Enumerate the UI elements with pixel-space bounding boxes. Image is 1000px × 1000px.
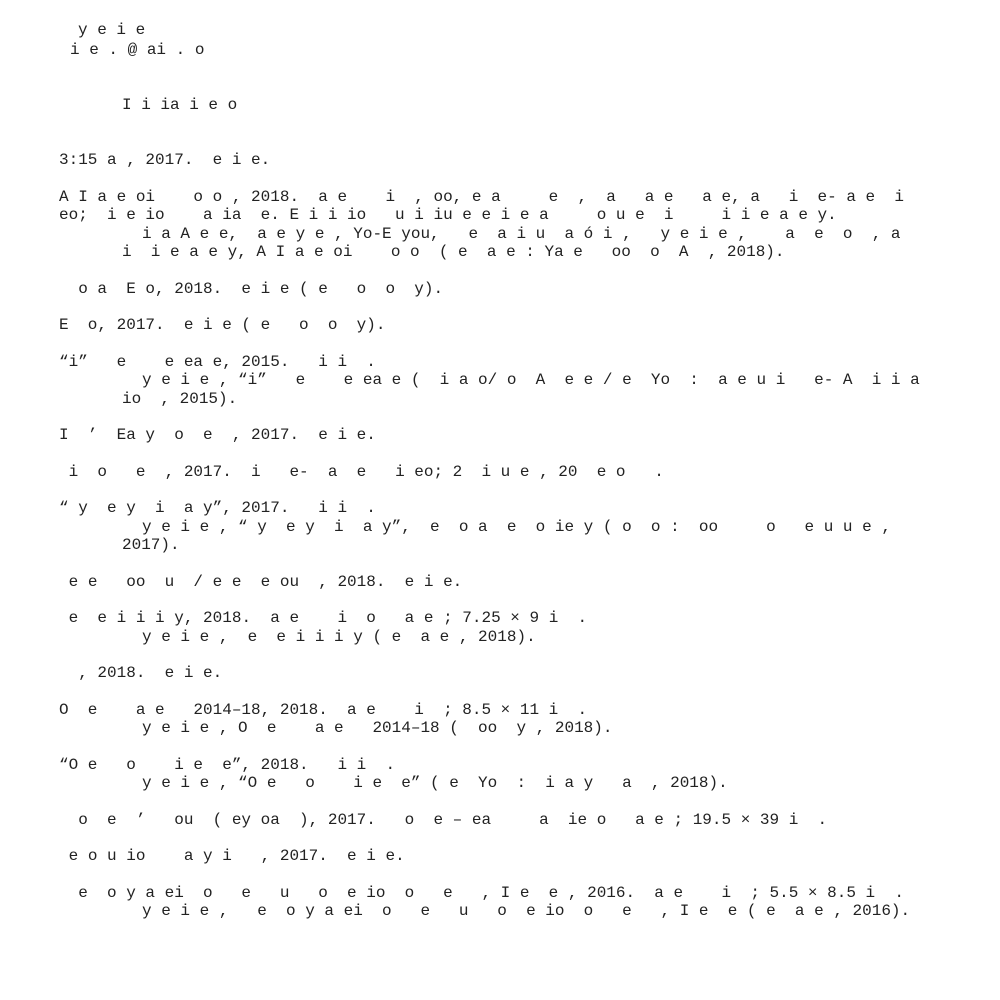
entry-note: i a A e e, a e y e , Yo-E you, e a i u a ó i , y e i e , a e o , a i i e a e y, A I a e oi o o ( e a e : Ya e oo o A , 2018).	[122, 224, 949, 261]
list-item	[59, 811, 939, 830]
entry-main: I ’ Ea y o e , 2017. e i e.	[59, 426, 376, 444]
entry-main: E o, 2017. e i e ( e o o y).	[59, 316, 386, 334]
entry-main: O e a e 2014–18, 2018. a e i ; 8.5 × 11 i .	[59, 700, 588, 719]
entry-note: y e i e , e e i i i y ( e a e , 2018).	[142, 627, 536, 646]
entry-main: o a E o, 2018. e i e ( e o o y).	[59, 279, 444, 298]
entry-main: “O e o i e e”, 2018. i i .	[59, 755, 396, 774]
author-name: y e i e	[78, 21, 146, 39]
entry-main: “i” e e ea e, 2015. i i .	[59, 352, 376, 371]
list-item	[59, 316, 939, 335]
list-item	[59, 664, 939, 683]
entry-main: , 2018. e i e.	[59, 664, 223, 682]
list-item	[59, 187, 949, 262]
entry-main: A I a e oi o o , 2018. a e i , oo, e a e , a a e a e, a i e- a e i eo; i e io a ia e. E i i io u i iu e e i e a o u e i i i e a e y.	[59, 187, 914, 224]
list-item	[59, 609, 939, 646]
entry-note: y e i e , e o y a ei o e u o e io o e , I e e ( e a e , 2016).	[142, 902, 911, 920]
list-item	[59, 463, 939, 482]
list-item	[59, 426, 939, 445]
list-item	[59, 499, 939, 555]
list-item	[59, 151, 939, 170]
entry-note: y e i e , “i” e e ea e ( i a o/ o A e e / e Yo : a e u i e- A i i a io , 2015).	[122, 371, 930, 408]
list-item	[59, 573, 939, 592]
entry-note: y e i e , “O e o i e e” ( e Yo : i a y a , 2018).	[142, 774, 728, 792]
entry-main: “ y e y i a y”, 2017. i i .	[59, 499, 376, 517]
entry-list	[59, 151, 949, 939]
entry-note: y e i e , “ y e y i a y”, e o a e o ie y ( o o : oo o e u u e , 2017).	[122, 517, 901, 554]
entry-main: e e oo u / e e e ou , 2018. e i e.	[59, 572, 463, 591]
section-title: I i ia i e o	[122, 96, 238, 114]
list-item	[59, 701, 939, 738]
entry-main: e o y a ei o e u o e io o e , I e e , 2016. a e i ; 5.5 × 8.5 i .	[59, 883, 904, 902]
entry-main: 3:15 a , 2017. e i e.	[59, 151, 271, 169]
entry-main: e e i i i y, 2018. a e i o a e ; 7.25 × 9 i .	[59, 609, 588, 627]
entry-main: o e ’ ou ( ey oa ), 2017. o e – ea a ie o a e ; 19.5 × 39 i .	[59, 810, 828, 829]
author-email[interactable]: i e . @ ai . o	[70, 41, 205, 59]
cv-header	[70, 20, 204, 60]
list-item	[59, 353, 939, 409]
list-item	[59, 847, 939, 866]
list-item	[59, 756, 939, 793]
entry-note: y e i e , O e a e 2014–18 ( oo y , 2018).	[142, 719, 613, 737]
entry-main: i o e , 2017. i e- a e i eo; 2 i u e , 20 e o .	[59, 462, 664, 481]
list-item	[59, 280, 939, 299]
list-item	[59, 884, 939, 921]
entry-main: e o u io a y i , 2017. e i e.	[59, 847, 405, 865]
